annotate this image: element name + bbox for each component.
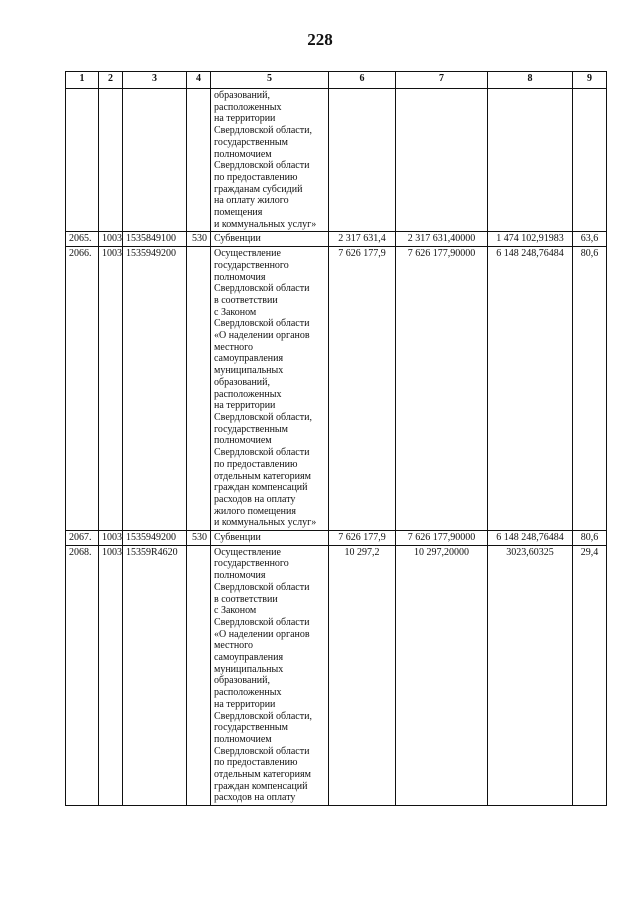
row-number: 2065.	[66, 232, 99, 247]
amount-specified: 7 626 177,90000	[396, 531, 488, 546]
page-number: 228	[307, 30, 333, 49]
target-article-code	[123, 89, 187, 232]
item-description: Субвенции	[211, 232, 329, 247]
execution-percent: 80,6	[573, 247, 607, 531]
row-number: 2068.	[66, 545, 99, 805]
amount-executed: 3023,60325	[488, 545, 573, 805]
amount-approved	[329, 89, 396, 232]
table-row	[66, 232, 607, 247]
column-header: 2	[99, 72, 123, 89]
amount-specified: 10 297,20000	[396, 545, 488, 805]
execution-percent: 80,6	[573, 531, 607, 546]
column-header: 4	[187, 72, 211, 89]
table-row	[66, 89, 607, 232]
item-description: Осуществление государственного полномочия Свердловской области в соответствии с Законом Свердловской области «О наделении органов местного самоуправления муниципальных образований, расположенных на территории Свердловской области, государственным полномочием Свердловской области по предоставлению отдельным категориям граждан компенсаций расходов на оплату жилого помещения и коммунальных услуг»	[211, 247, 329, 531]
expense-type-code: 530	[187, 232, 211, 247]
amount-approved: 10 297,2	[329, 545, 396, 805]
amount-executed	[488, 89, 573, 232]
row-number	[66, 89, 99, 232]
table-row	[66, 247, 607, 531]
item-description: Субвенции	[211, 531, 329, 546]
amount-specified: 2 317 631,40000	[396, 232, 488, 247]
section-code: 1003	[99, 232, 123, 247]
column-header: 5	[211, 72, 329, 89]
table-row	[66, 531, 607, 546]
section-code	[99, 89, 123, 232]
section-code: 1003	[99, 545, 123, 805]
amount-approved: 7 626 177,9	[329, 247, 396, 531]
item-description: образований, расположенных на территории Свердловской области, государственным полномочием Свердловской области по предоставлению гражданам субсидий на оплату жилого помещения и коммунальных услуг»	[211, 89, 329, 232]
expense-type-code: 530	[187, 531, 211, 546]
column-header: 7	[396, 72, 488, 89]
section-code: 1003	[99, 531, 123, 546]
amount-approved: 2 317 631,4	[329, 232, 396, 247]
amount-specified: 7 626 177,90000	[396, 247, 488, 531]
item-description: Осуществление государственного полномочия Свердловской области в соответствии с Законом Свердловской области «О наделении органов местного самоуправления муниципальных образований, расположенных на территории Свердловской области, государственным полномочием Свердловской области по предоставлению отдельным категориям граждан компенсаций расходов на оплату	[211, 545, 329, 805]
table-row	[66, 545, 607, 805]
column-header: 1	[66, 72, 99, 89]
amount-executed: 6 148 248,76484	[488, 531, 573, 546]
table-header-row	[66, 72, 607, 89]
column-header: 3	[123, 72, 187, 89]
expense-type-code	[187, 89, 211, 232]
target-article-code: 1535949200	[123, 531, 187, 546]
target-article-code: 1535949200	[123, 247, 187, 531]
execution-percent: 63,6	[573, 232, 607, 247]
column-header: 8	[488, 72, 573, 89]
expense-type-code	[187, 247, 211, 531]
section-code: 1003	[99, 247, 123, 531]
column-header: 9	[573, 72, 607, 89]
execution-percent	[573, 89, 607, 232]
target-article-code: 15359R4620	[123, 545, 187, 805]
amount-approved: 7 626 177,9	[329, 531, 396, 546]
column-header: 6	[329, 72, 396, 89]
amount-specified	[396, 89, 488, 232]
amount-executed: 6 148 248,76484	[488, 247, 573, 531]
row-number: 2066.	[66, 247, 99, 531]
expense-type-code	[187, 545, 211, 805]
execution-percent: 29,4	[573, 545, 607, 805]
row-number: 2067.	[66, 531, 99, 546]
budget-table	[65, 71, 607, 806]
target-article-code: 1535849100	[123, 232, 187, 247]
amount-executed: 1 474 102,91983	[488, 232, 573, 247]
